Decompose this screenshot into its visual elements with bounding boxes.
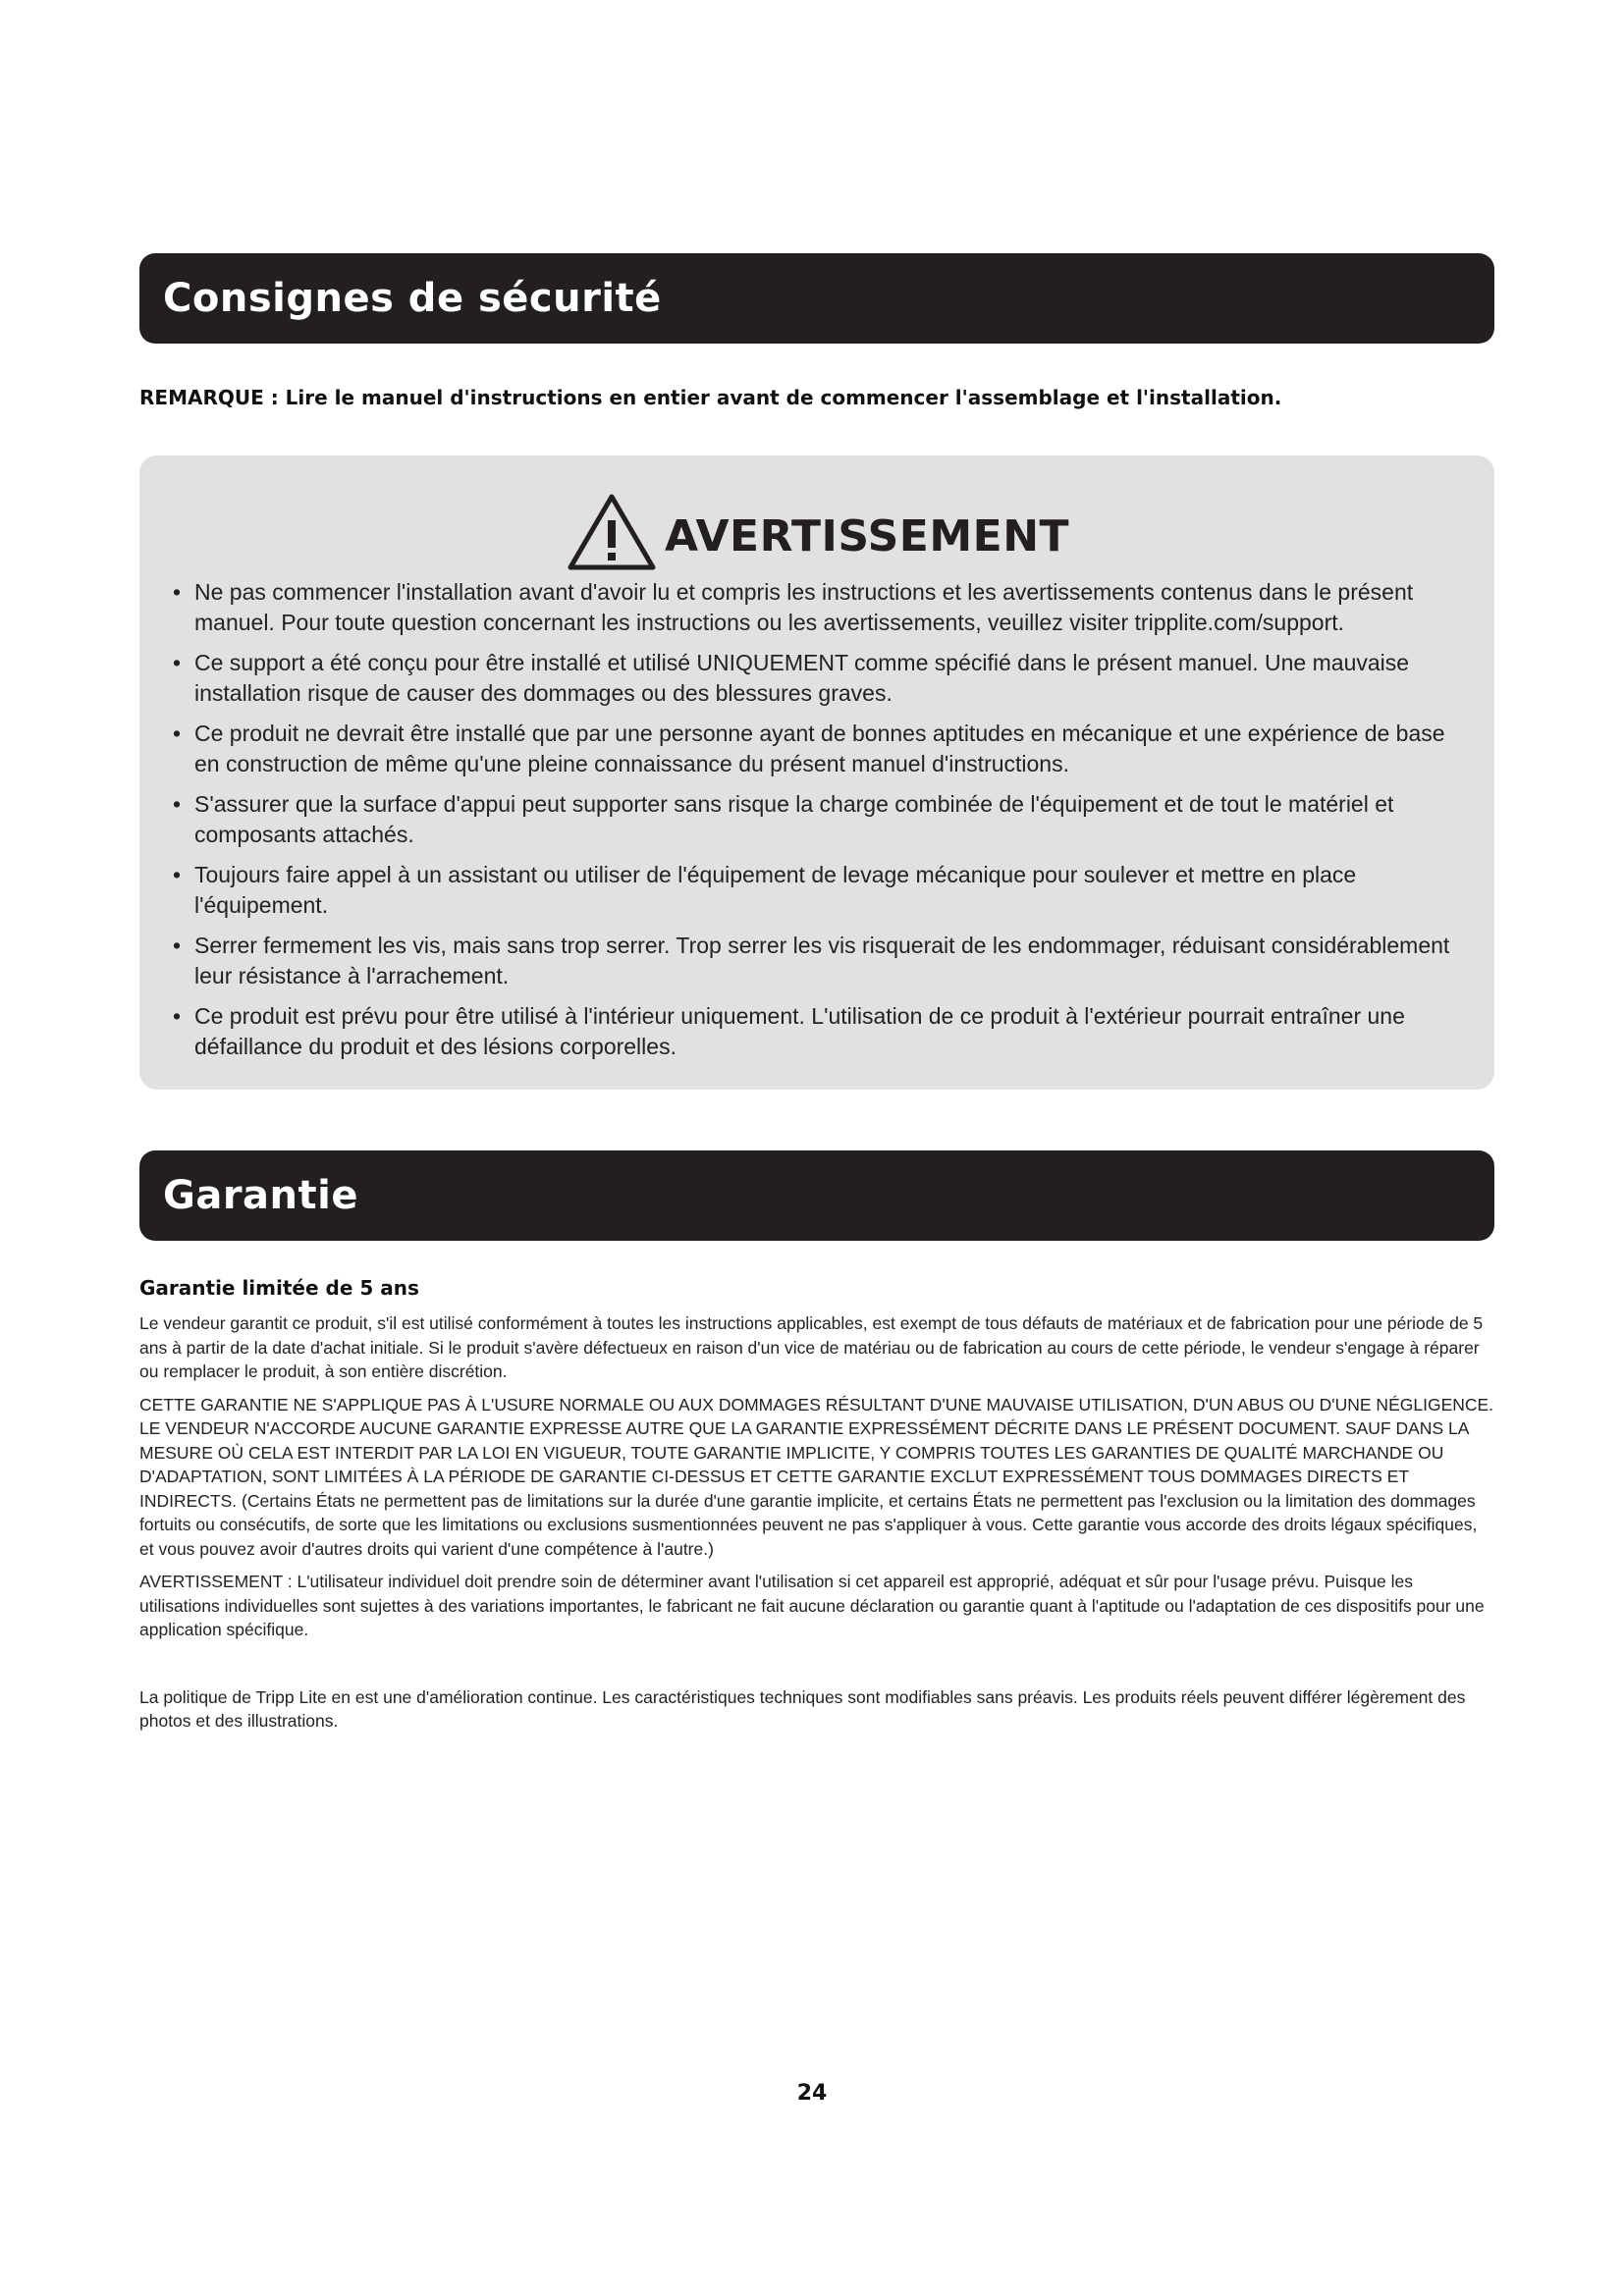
bullet-icon: • <box>173 721 182 746</box>
warning-item <box>173 860 1469 921</box>
page-number: 24 <box>796 2081 828 2106</box>
warranty-paragraph: Le vendeur garantit ce produit, s'il est utilisé conformément à toutes les instructions applicables, est exempt de tous défauts de matériaux et de fabrication pour une période de 5 ans à partir de la date d'achat initiale. Si le produit s'avère défectueux en raison d'un vice de matériau ou de fabrication au cours de cette période, le vendeur s'engage à réparer ou remplacer le produit, à son entière discrétion. <box>139 1313 1484 1381</box>
warning-item <box>173 648 1469 709</box>
bullet-icon: • <box>173 791 182 817</box>
warning-item-text: Ce produit est prévu pour être utilisé à l'intérieur uniquement. L'utilisation de ce produit à l'extérieur pourrait entraîner une défaillance du produit et des lésions corporelles. <box>194 1003 1405 1059</box>
warranty-section-header <box>139 1150 1494 1241</box>
warranty-body <box>139 1276 1494 1742</box>
warning-item <box>173 1001 1469 1062</box>
warning-item-text: Toujours faire appel à un assistant ou utiliser de l'équipement de levage mécanique pour soulever et mettre en place l'équipement. <box>194 862 1357 918</box>
warning-item-text: Ce support a été conçu pour être installé et utilisé UNIQUEMENT comme spécifié dans le présent manuel. Une mauvaise installation risque de causer des dommages ou des blessures graves. <box>194 650 1410 706</box>
warning-title: AVERTISSEMENT <box>664 510 1070 561</box>
warning-title-row <box>139 491 1494 573</box>
policy-note: La politique de Tripp Lite en est une d'amélioration continue. Les caractéristiques techniques sont modifiables sans préavis. Les produits réels peuvent différer légèrement des photos et des illustrations. <box>139 1686 1466 1731</box>
warning-item-text: S'assurer que la surface d'appui peut supporter sans risque la charge combinée de l'équipement et de tout le matériel et composants attachés. <box>194 791 1394 847</box>
warning-item-text: Serrer fermement les vis, mais sans trop serrer. Trop serrer les vis risquerait de les endommager, réduisant considérablement leur résistance à l'arrachement. <box>194 933 1450 988</box>
warning-list <box>173 577 1469 1072</box>
remark-note: REMARQUE : Lire le manuel d'instructions en entier avant de commencer l'assemblage et l'installation. <box>139 386 1282 409</box>
warning-item <box>173 719 1469 779</box>
bullet-icon: • <box>173 933 182 958</box>
warning-item <box>173 577 1469 638</box>
warning-item-text: Ce produit ne devrait être installé que par une personne ayant de bonnes aptitudes en mécanique et une expérience de base en construction de même qu'une pleine connaissance du présent manuel d'instructions. <box>194 721 1445 776</box>
warning-item <box>173 931 1469 991</box>
warning-item <box>173 789 1469 850</box>
bullet-icon: • <box>173 862 182 887</box>
bullet-icon: • <box>173 1003 182 1029</box>
warranty-subheading: Garantie limitée de 5 ans <box>139 1276 419 1300</box>
warning-box <box>139 455 1494 1090</box>
safety-heading: Consignes de sécurité <box>163 276 662 321</box>
safety-section-header <box>139 253 1494 344</box>
warning-triangle-icon <box>565 491 659 573</box>
warranty-warning: AVERTISSEMENT : L'utilisateur individuel doit prendre soin de déterminer avant l'utilisation si cet appareil est approprié, adéquat et sûr pour l'usage prévu. Puisque les utilisations individuelles sont sujettes à des variations importantes, le fabricant ne fait aucune déclaration ou garantie quant à l'aptitude ou l'adaptation de ces dispositifs pour une application spécifique. <box>139 1572 1485 1639</box>
bullet-icon: • <box>173 579 182 605</box>
warning-item-text: Ne pas commencer l'installation avant d'avoir lu et compris les instructions et les avertissements contenus dans le présent manuel. Pour toute question concernant les instructions ou les avertissements, veuillez visiter tripplite.com/support. <box>194 579 1414 635</box>
warranty-heading: Garantie <box>163 1173 358 1218</box>
warranty-disclaimer: CETTE GARANTIE NE S'APPLIQUE PAS À L'USURE NORMALE OU AUX DOMMAGES RÉSULTANT D'UNE MAUVAISE UTILISATION, D'UN ABUS OU D'UNE NÉGLIGENCE. LE VENDEUR N'ACCORDE AUCUNE GARANTIE EXPRESSE AUTRE QUE LA GARANTIE EXPRESSÉMENT DÉCRITE DANS LE PRÉSENT DOCUMENT. SAUF DANS LA MESURE OÙ CELA EST INTERDIT PAR LA LOI EN VIGUEUR, TOUTE GARANTIE IMPLICITE, Y COMPRIS TOUTES LES GARANTIES DE QUALITÉ MARCHANDE OU D'ADAPTATION, SONT LIMITÉES À LA PÉRIODE DE GARANTIE CI-DESSUS ET CETTE GARANTIE EXCLUT EXPRESSÉMENT TOUS DOMMAGES DIRECTS ET INDIRECTS. (Certains États ne permettent pas de limitations sur la durée d'une garantie implicite, et certains États ne permettent pas l'exclusion ou la limitation des dommages fortuits ou consécutifs, de sorte que les limitations ou exclusions susmentionnées peuvent ne pas s'appliquer à vous. Cette garantie vous accorde des droits légaux spécifiques, et vous pouvez avoir d'autres droits qui varient d'une compétence à l'autre.) <box>139 1394 1494 1559</box>
bullet-icon: • <box>173 650 182 675</box>
